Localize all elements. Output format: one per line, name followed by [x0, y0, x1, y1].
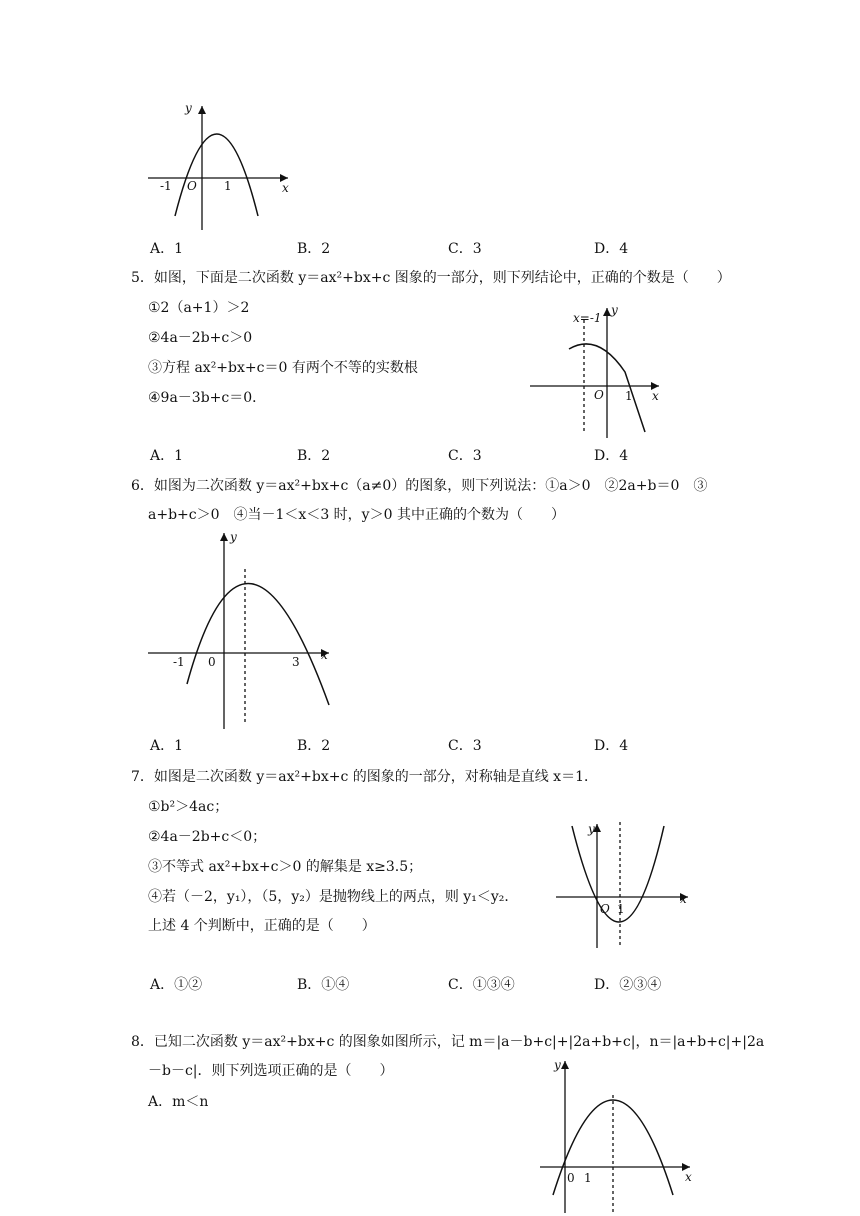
q8-option-a: A．m＜n: [148, 1094, 209, 1110]
q7-option-b: B．①④: [297, 977, 350, 993]
q5-item-2: ②4a－2b+c＞0: [148, 330, 253, 346]
q8-y-label: y: [554, 1058, 561, 1072]
q4-option-a: A．1: [150, 241, 184, 257]
q7-x-label: x: [680, 892, 687, 906]
q8-tick-1: 1: [584, 1171, 592, 1185]
q5-origin-label: O: [594, 388, 604, 402]
q6-stem-line2: a+b+c＞0 ④当－1＜x＜3 时，y＞0 其中正确的个数为（ ）: [148, 507, 565, 523]
q7-stem: 7．如图是二次函数 y＝ax²+bx+c 的图象的一部分，对称轴是直线 x＝1．: [131, 769, 598, 785]
q5-item-3: ③方程 ax²+bx+c＝0 有两个不等的实数根: [148, 360, 418, 376]
q6-graph: [143, 527, 338, 732]
q4-graph: [140, 98, 300, 233]
q6-option-d: D．4: [594, 738, 629, 754]
q7-option-d: D．②③④: [594, 977, 662, 993]
q4-parabola: [175, 134, 258, 216]
q6-tick-neg1: -1: [173, 655, 185, 669]
q7-graph: [552, 818, 697, 950]
q8-graph: [535, 1055, 700, 1215]
q7-tick-1: 1: [617, 902, 625, 916]
q8-stem-line2: －b－c|．则下列选项正确的是（ ）: [148, 1063, 394, 1079]
q8-stem-line1: 8．已知二次函数 y＝ax²+bx+c 的图象如图所示，记 m＝|a－b+c|+|2a+b+c|，n＝|a+b+c|+|2a: [131, 1034, 765, 1050]
q5-option-a: A．1: [150, 448, 184, 464]
q5-option-d: D．4: [594, 448, 629, 464]
q6-origin-label: 0: [208, 655, 216, 669]
q8-origin-label: 0: [567, 1171, 575, 1185]
q8-x-label: x: [685, 1170, 692, 1184]
q6-y-label: y: [230, 530, 237, 544]
q6-option-c: C．3: [448, 738, 482, 754]
q4-y-label: y: [185, 101, 192, 115]
q5-y-arrow: [603, 308, 611, 316]
q6-tick-3: 3: [292, 655, 300, 669]
q4-option-b: B．2: [297, 241, 331, 257]
q4-origin-label: O: [187, 179, 197, 193]
q5-axis-label: x=-1: [573, 311, 602, 325]
q7-item-3: ③不等式 ax²+bx+c＞0 的解集是 x≥3.5；: [148, 859, 423, 875]
q5-stem: 5．如图，下面是二次函数 y＝ax²+bx+c 图象的一部分，则下列结论中，正确的个数是（ ）: [131, 270, 731, 286]
q5-item-4: ④9a－3b+c＝0．: [148, 390, 267, 406]
q4-x-label: x: [282, 181, 289, 195]
q5-graph: [525, 302, 670, 440]
q5-y-label: y: [611, 303, 618, 317]
q5-item-1: ①2（a+1）＞2: [148, 300, 250, 316]
q6-parabola: [187, 584, 329, 705]
q7-item-4: ④若（－2，y₁），（5，y₂）是抛物线上的两点，则 y₁＜y₂．: [148, 889, 519, 905]
q7-option-c: C．①③④: [448, 977, 515, 993]
q6-option-b: B．2: [297, 738, 331, 754]
q4-tick-1: 1: [224, 179, 232, 193]
q6-option-a: A．1: [150, 738, 184, 754]
q6-stem-line1: 6．如图为二次函数 y＝ax²+bx+c（a≠0）的图象，则下列说法：①a＞0 ②2a+b＝0 ③: [131, 478, 708, 494]
q6-y-arrow: [220, 533, 228, 541]
q5-option-b: B．2: [297, 448, 331, 464]
q7-item-2: ②4a－2b+c＜0；: [148, 829, 267, 845]
q7-summary: 上述 4 个判断中，正确的是（ ）: [148, 918, 376, 934]
q4-option-d: D．4: [594, 241, 629, 257]
q4-option-c: C．3: [448, 241, 482, 257]
q5-x-label: x: [652, 389, 659, 403]
q6-x-label: x: [321, 648, 328, 662]
q7-option-a: A．①②: [150, 977, 203, 993]
q5-tick-1: 1: [625, 389, 633, 403]
q8-y-arrow: [561, 1061, 569, 1069]
q7-item-1: ①b²＞4ac；: [148, 799, 229, 815]
q4-tick-neg1: -1: [160, 179, 172, 193]
q4-y-arrow: [198, 106, 206, 114]
q7-y-label: y: [588, 822, 595, 836]
q5-option-c: C．3: [448, 448, 482, 464]
q7-origin-label: O: [600, 902, 610, 916]
